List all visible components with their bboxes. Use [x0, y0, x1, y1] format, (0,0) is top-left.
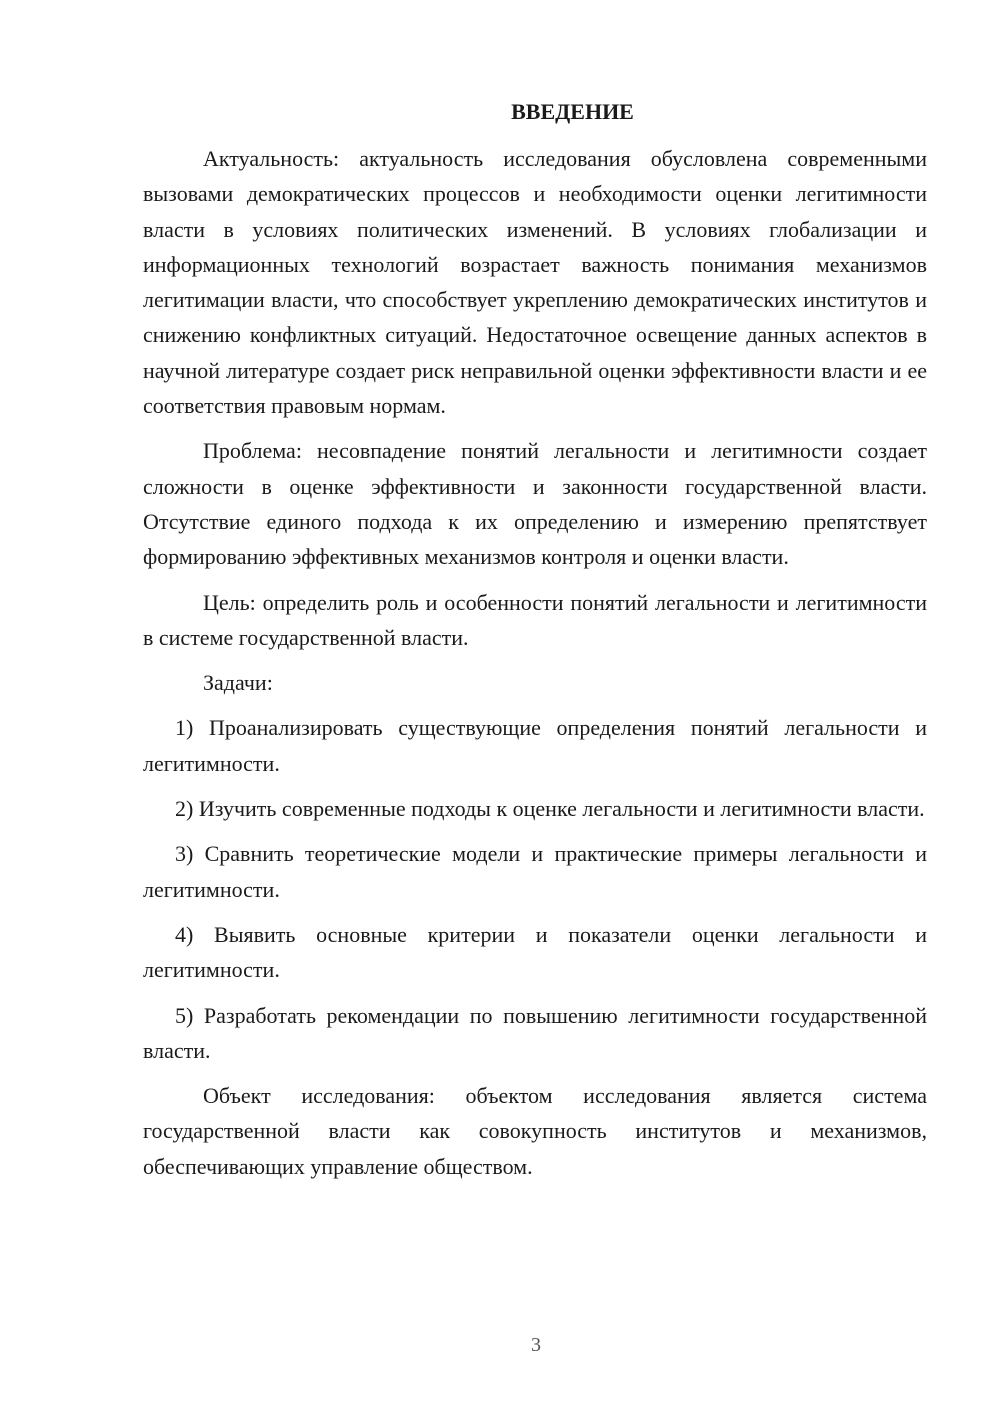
- tasks-heading: Задачи:: [203, 670, 273, 696]
- paragraph-object: Объект исследования: объектом исследования является система государственной власти как совокупность институтов и механизмов, обеспечивающих управление обществом.: [143, 1083, 927, 1179]
- task-item-1: 1) Проанализировать существующие определения понятий легальности и легитимности.: [143, 715, 927, 776]
- task-item-5: 5) Разработать рекомендации по повышению легитимности государственной власти.: [143, 1002, 927, 1063]
- task-item-4: 4) Выявить основные критерии и показатели оценки легальности и легитимности.: [143, 921, 927, 983]
- paragraph-problem: Проблема: несовпадение понятий легальности и легитимности создает сложности в оценке эффективности и законности государственной власти. Отсутствие единого подхода к их определению и измерению препятствует формированию эффективных механизмов контроля и оценки власти.: [143, 438, 927, 570]
- page-number: 3: [531, 1334, 541, 1356]
- task-item-2: 2) Изучить современные подходы к оценке легальности и легитимности власти.: [175, 796, 925, 822]
- page-content: [143, 94, 927, 1184]
- task-item-3: 3) Сравнить теоретические модели и практические примеры легальности и легитимности.: [143, 841, 927, 902]
- page-title: ВВЕДЕНИЕ: [511, 99, 634, 124]
- paragraph-relevance: Актуальность: актуальность исследования обусловлена современными вызовами демократических процессов и необходимости оценки легитимности власти в условиях политических изменений. В условиях глобализации и информационных технологий возрастает важность понимания механизмов легитимации власти, что способствует укреплению демократических институтов и снижению конфликтных ситуаций. Недостаточное освещение данных аспектов в научной литературе создает риск неправильной оценки эффективности власти и ее соответствия правовым нормам.: [143, 146, 927, 419]
- paragraph-goal: Цель: определить роль и особенности понятий легальности и легитимности в системе государственной власти.: [143, 589, 927, 650]
